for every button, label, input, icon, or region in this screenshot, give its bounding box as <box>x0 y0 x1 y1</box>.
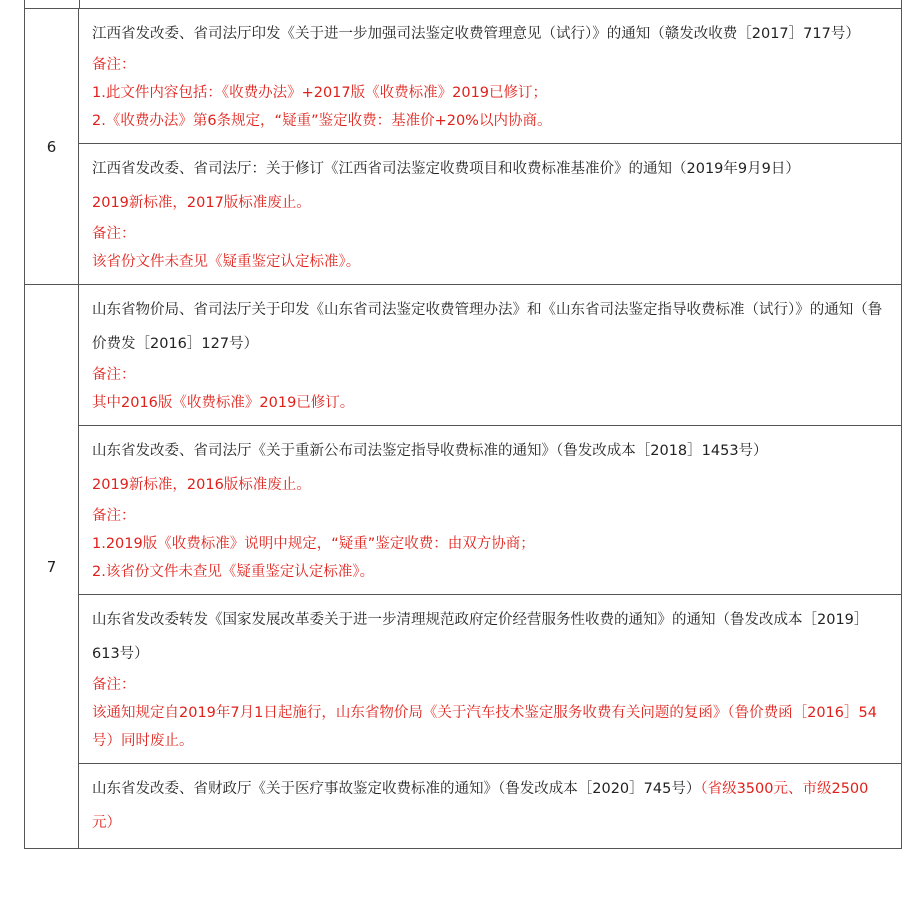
document-title: 山东省物价局、省司法厅关于印发《山东省司法鉴定收费管理办法》和《山东省司法鉴定指导收费标准（试行）》的通知（鲁价费发［2016］127号） <box>92 302 883 352</box>
table-row <box>25 426 902 595</box>
status-note: 2019新标准，2017版标准废止。 <box>92 195 311 211</box>
fee-note: （省级3500元、市级2500元） <box>92 781 869 831</box>
note-label: 备注： <box>92 226 136 242</box>
note-label: 备注： <box>92 677 136 693</box>
note-label: 备注： <box>92 508 136 524</box>
note-line: 该省份文件未查见《疑重鉴定认定标准》。 <box>92 254 361 270</box>
note-line: 1.2019版《收费标准》说明中规定，“疑重”鉴定收费：由双方协商； <box>92 536 535 552</box>
note-line: 1.此文件内容包括：《收费办法》+2017版《收费标准》2019已修订； <box>92 85 548 101</box>
table-row <box>25 285 902 426</box>
document-entry <box>79 426 902 595</box>
note-line: 2.《收费办法》第6条规定，“疑重”鉴定收费：基准价+20%以内协商。 <box>92 113 552 129</box>
row-number: 6 <box>25 9 79 285</box>
document-entry <box>79 9 902 144</box>
status-note: 2019新标准，2016版标准废止。 <box>92 477 311 493</box>
document-entry <box>79 144 902 285</box>
document-entry <box>79 764 902 849</box>
table-row <box>25 764 902 849</box>
regulation-table <box>24 8 902 849</box>
document-title: 山东省发改委、省司法厅《关于重新公布司法鉴定指导收费标准的通知》（鲁发改成本［2018］1453号） <box>92 443 768 459</box>
document-entry <box>79 595 902 764</box>
document-title: 江西省发改委、省司法厅：关于修订《江西省司法鉴定收费项目和收费标准基准价》的通知（2019年9月9日） <box>92 161 800 177</box>
document-title: 山东省发改委转发《国家发展改革委关于进一步清理规范政府定价经营服务性收费的通知》的通知（鲁发改成本［2019］613号） <box>92 612 869 662</box>
table-row <box>25 595 902 764</box>
note-line: 2.该省份文件未查见《疑重鉴定认定标准》。 <box>92 564 375 580</box>
table-row <box>25 9 902 144</box>
table-top-edge <box>24 0 902 8</box>
note-line: 该通知规定自2019年7月1日起施行，山东省物价局《关于汽车技术鉴定服务收费有关问题的复函》（鲁价费函［2016］54号）同时废止。 <box>92 705 877 749</box>
row-number: 7 <box>25 285 79 849</box>
note-label: 备注： <box>92 57 136 73</box>
note-label: 备注： <box>92 367 136 383</box>
document-title-text: 山东省发改委、省财政厅《关于医疗事故鉴定收费标准的通知》（鲁发改成本［2020］745号） <box>92 781 701 797</box>
document-title: 江西省发改委、省司法厅印发《关于进一步加强司法鉴定收费管理意见（试行）》的通知（赣发改收费［2017］717号） <box>92 26 860 42</box>
note-line: 其中2016版《收费标准》2019已修订。 <box>92 395 355 411</box>
document-title <box>92 772 889 840</box>
table-row <box>25 144 902 285</box>
document-entry <box>79 285 902 426</box>
